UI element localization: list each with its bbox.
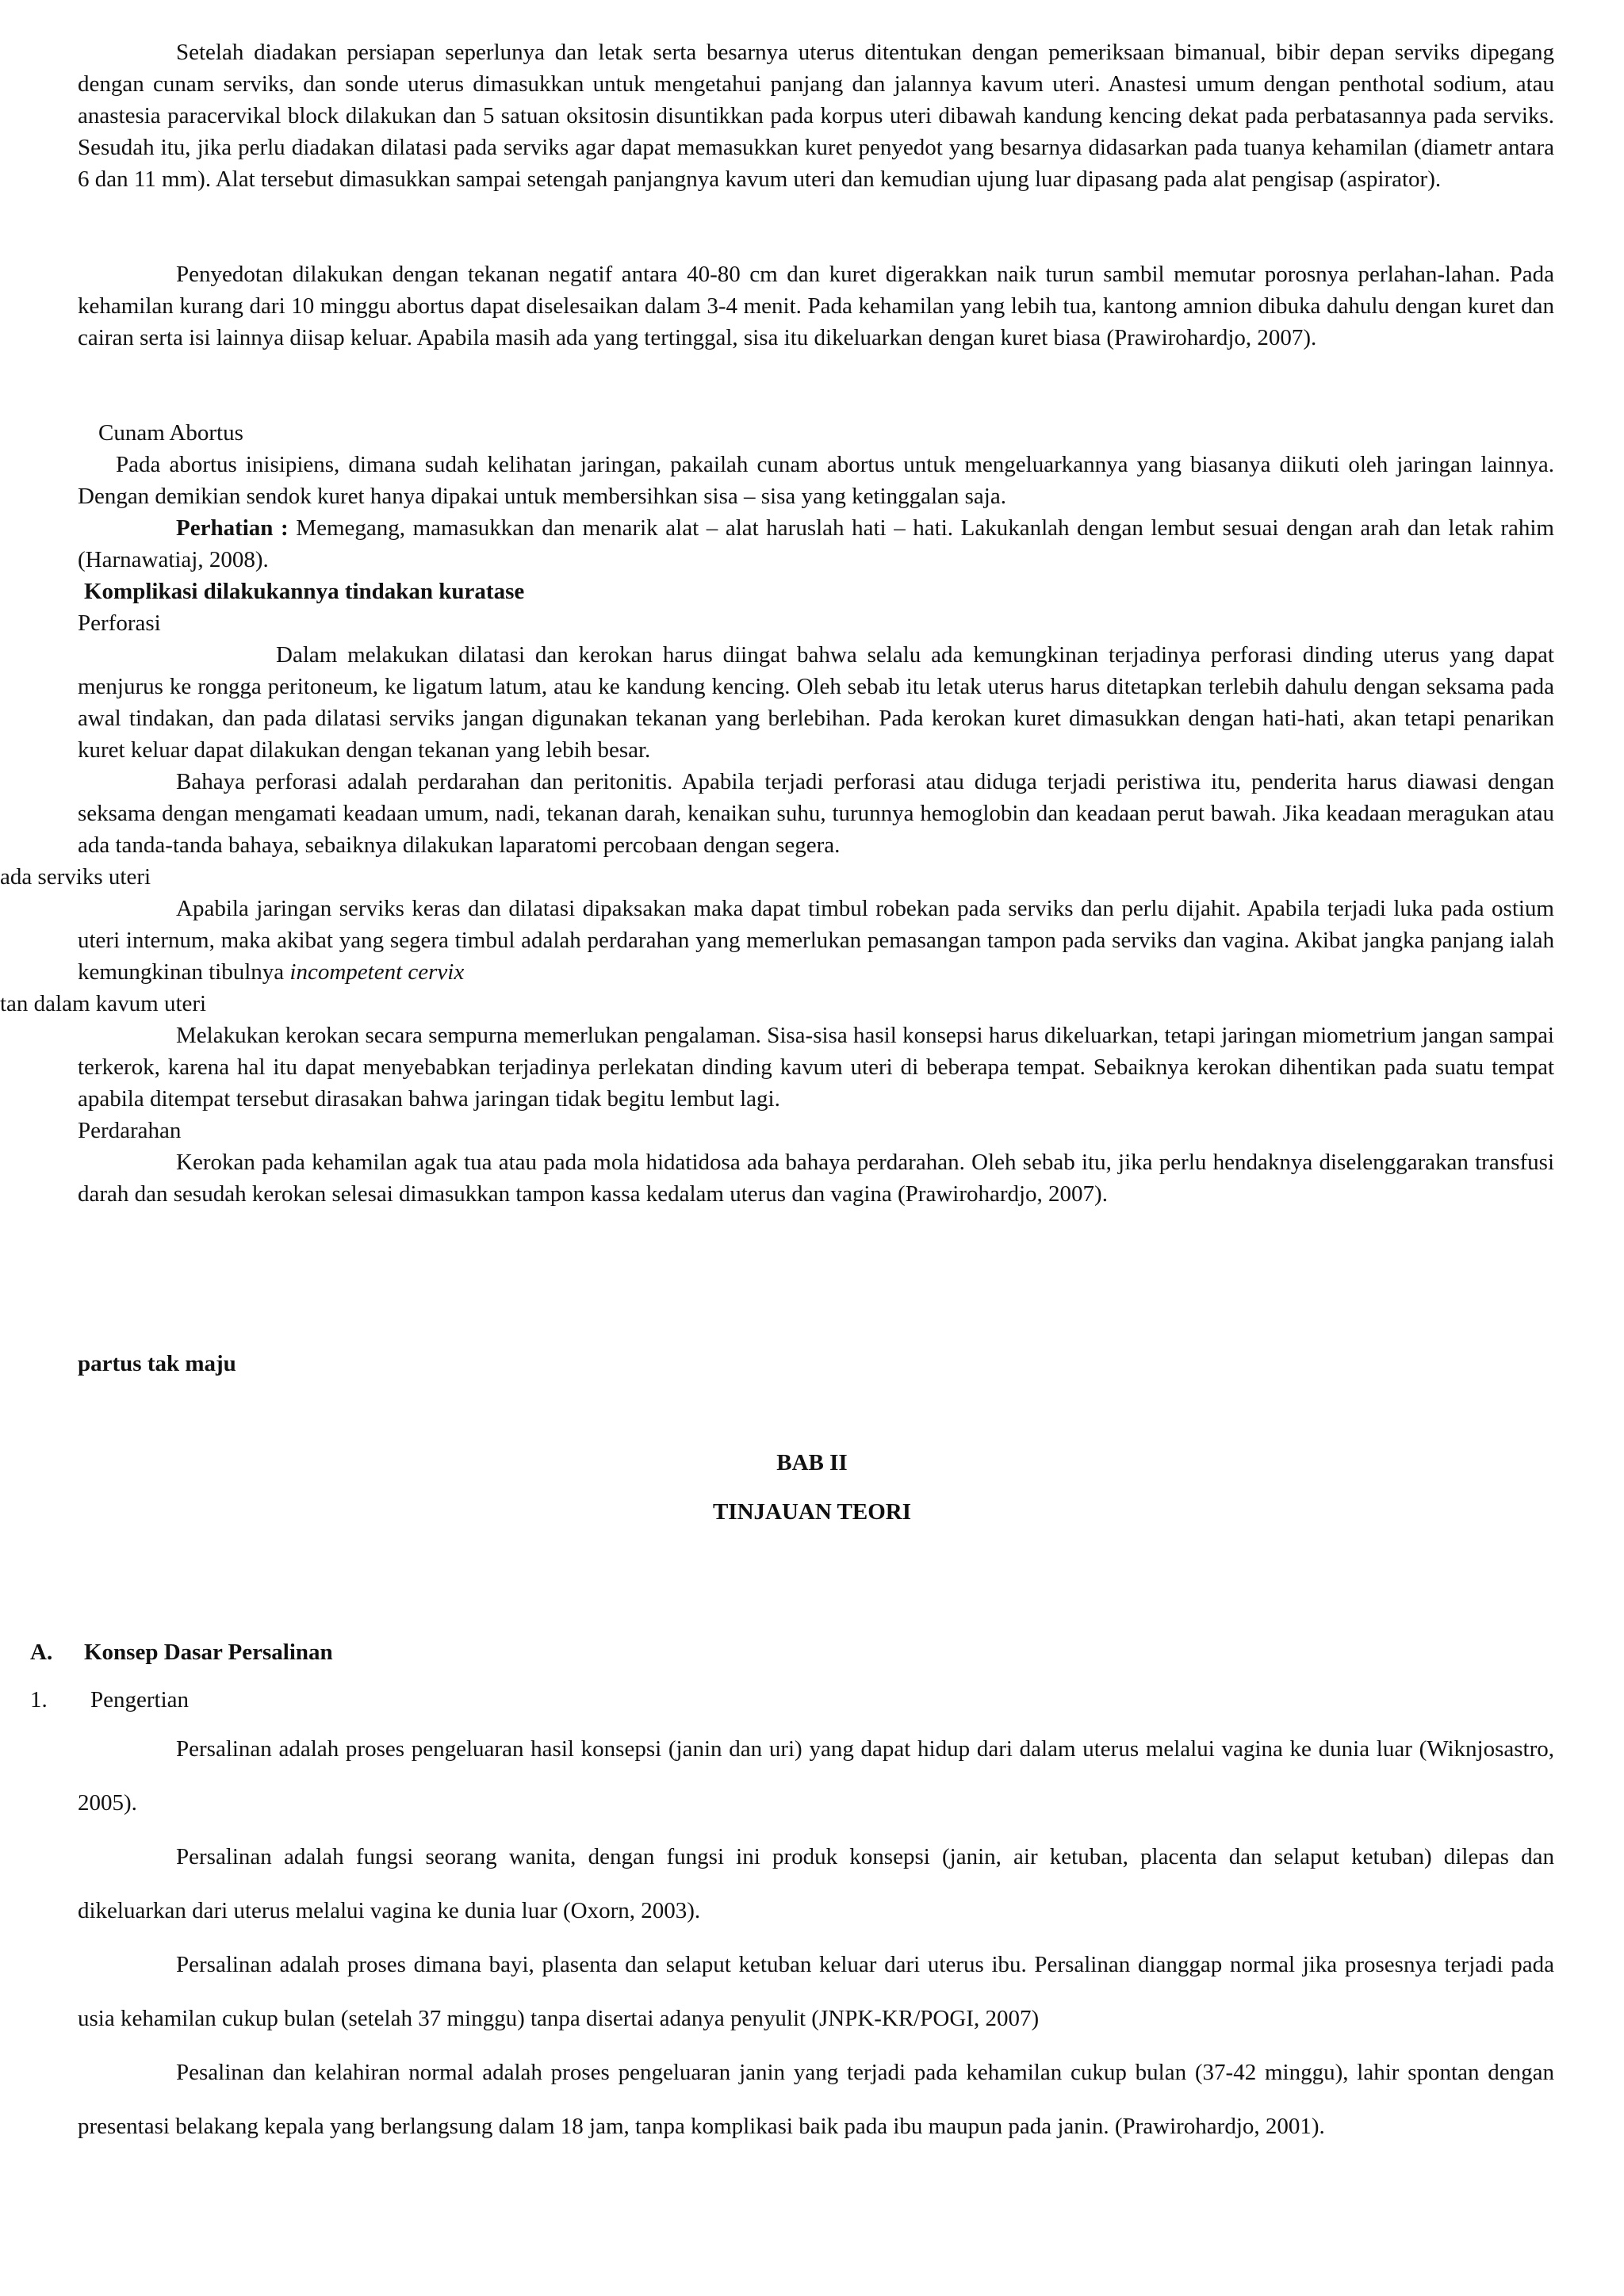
paragraph-jaringan-tertinggal: Melakukan kerokan secara sempurna memerlukan pengalaman. Sisa-sisa hasil konsepsi harus dikeluarkan, tetapi jaringan miometrium jangan sampai terkerok, karena hal itu dapat menyebabkan terjadinya perlekatan dinding kavum uteri di beberapa tempat. Sebaiknya kerokan dihentikan pada suatu tempat apabila ditempat tersebut dirasakan bahwa jaringan tidak begitu lembut lagi. [78,1023,1554,1112]
perhatian-label: Perhatian : [176,515,297,541]
subsection-title: Pengertian [90,1687,190,1712]
paragraph-perforasi-2: Bahaya perforasi adalah perdarahan dan peritonitis. Apabila terjadi perforasi atau diduga terjadi peristiwa itu, penderita harus diawasi dengan seksama dengan mengamati keadaan umum, nadi, tekanan darah, kenaikan suhu, turunnya hemoglobin dan keadaan perut bawah. Jika keadaan meragukan atau ada tanda-tanda bahaya, sebaiknya dilakukan laparatomi percobaan dengan segera. [78,769,1554,858]
paragraph-def-3: Persalinan adalah proses dimana bayi, plasenta dan selaput ketuban keluar dari uterus ibu. Persalinan dianggap normal jika prosesnya terjadi pada usia kehamilan cukup bulan (setelah 37 minggu) tanpa disertai adanya penyulit (JNPK-KR/POGI, 2007) [78,1952,1554,2031]
incompetent-cervix-term: incompetent cervix [289,959,465,985]
paragraph-def-4: Pesalinan dan kelahiran normal adalah proses pengeluaran janin yang terjadi pada kehamilan cukup bulan (37-42 minggu), lahir spontan dengan presentasi belakang kepala yang berlangsung dalam 18 jam, tanpa komplikasi baik pada ibu maupun pada janin. (Prawirohardjo, 2001). [78,2060,1554,2139]
subheading-perforasi: Perforasi [78,610,161,636]
robekan-text: Apabila jaringan serviks keras dan dilatasi dipaksakan maka dapat timbul robekan pada serviks dan perlu dijahit. Apabila terjadi luka pada ostium uteri internum, maka akibat yang segera timbul adalah perdarahan yang memerlukan pemasangan tampon pada serviks dan vagina. Akibat jangka panjang ialah kemungkinan tibulnya [78,896,1554,985]
paragraph-perforasi-1: Dalam melakukan dilatasi dan kerokan harus diingat bahwa selalu ada kemungkinan terjadinya perforasi dinding uterus yang dapat menjurus ke rongga peritoneum, ke ligatum latum, atau ke kandung kencing. Oleh sebab itu letak uterus harus ditetapkan terlebih dahulu dengan seksama pada awal tindakan, dan pada dilatasi serviks jangan digunakan tekanan yang berlebihan. Pada kerokan kuret dimasukkan dengan hati-hati, akan tetapi penarikan kuret keluar dapat dilakukan dengan tekanan yang lebih besar. [78,642,1554,763]
paragraph-bimanual: Setelah diadakan persiapan seperlunya dan letak serta besarnya uterus ditentukan dengan pemeriksaan bimanual, bibir depan serviks dipegang dengan cunam serviks, dan sonde uterus dimasukkan untuk mengetahui panjang dan jalannya kavum uteri. Anastesi umum dengan penthotal sodium, atau anastesia paracervikal block dilakukan dan 5 satuan oksitosin disuntikkan pada korpus uteri dibawah kandung kencing dekat pada perbatasannya pada serviks. Sesudah itu, jika perlu diadakan dilatasi pada serviks agar dapat memasukkan kuret penyedot yang besarnya didasarkan pada tuanya kehamilan (diametr antara 6 dan 11 mm). Alat tersebut dimasukkan sampai setengah panjangnya kavum uteri dan kemudian ujung luar dipasang pada alat pengisap (aspirator). [78,40,1554,192]
paragraph-robekan-serviks [78,893,1554,988]
paragraph-perdarahan: Kerokan pada kehamilan agak tua atau pada mola hidatidosa ada bahaya perdarahan. Oleh sebab itu, jika perlu hendaknya diselenggarakan transfusi darah dan sesudah kerokan selesai dimasukkan tampon kassa kedalam uterus dan vagina (Prawirohardjo, 2007). [78,1150,1554,1207]
label-partus-tak-maju: partus tak maju [78,1351,236,1376]
heading-komplikasi: Komplikasi dilakukannya tindakan kuratase [84,579,525,604]
chapter-title: TINJAUAN TEORI [712,1499,912,1525]
paragraph-perhatian [78,512,1554,576]
subheading-robekan-serviks: ada serviks uteri [0,864,151,890]
heading-cunam-abortus: Cunam Abortus [98,420,243,446]
perhatian-text: Memegang, mamasukkan dan menarik alat – alat haruslah hati – hati. Lakukanlah dengan lembut sesuai dengan arah dan letak rahim (Harnawatiaj, 2008). [78,515,1554,572]
subheading-jaringan-tertinggal: tan dalam kavum uteri [0,991,207,1016]
paragraph-penyedotan: Penyedotan dilakukan dengan tekanan negatif antara 40-80 cm dan kuret digerakkan naik turun sambil memutar porosnya perlahan-lahan. Pada kehamilan kurang dari 10 minggu abortus dapat diselesaikan dalam 3-4 menit. Pada kehamilan yang lebih tua, kantong amnion dibuka dahulu dengan kuret dan cairan serta isi lainnya diisap keluar. Apabila masih ada yang tertinggal, sisa itu dikeluarkan dengan kuret biasa (Prawirohardjo, 2007). [78,262,1554,350]
chapter-number: BAB II [776,1450,848,1475]
paragraph-def-1: Persalinan adalah proses pengeluaran hasil konsepsi (janin dan uri) yang dapat hidup dari dalam uterus melalui vagina ke dunia luar (Wiknjosastro, 2005). [78,1736,1554,1816]
paragraph-cunam: Pada abortus inisipiens, dimana sudah kelihatan jaringan, pakailah cunam abortus untuk mengeluarkannya yang biasanya diikuti oleh jaringan lainnya. Dengan demikian sendok kuret hanya dipakai untuk membersihkan sisa – sisa yang ketinggalan saja. [78,452,1554,509]
section-letter: A. [30,1640,53,1665]
paragraph-def-2: Persalinan adalah fungsi seorang wanita, dengan fungsi ini produk konsepsi (janin, air ketuban, placenta dan selaput ketuban) dilepas dan dikeluarkan dari uterus melalui vagina ke dunia luar (Oxorn, 2003). [78,1844,1554,1923]
subsection-number: 1. [30,1687,48,1712]
subheading-perdarahan: Perdarahan [78,1118,182,1143]
section-title: Konsep Dasar Persalinan [84,1640,333,1665]
